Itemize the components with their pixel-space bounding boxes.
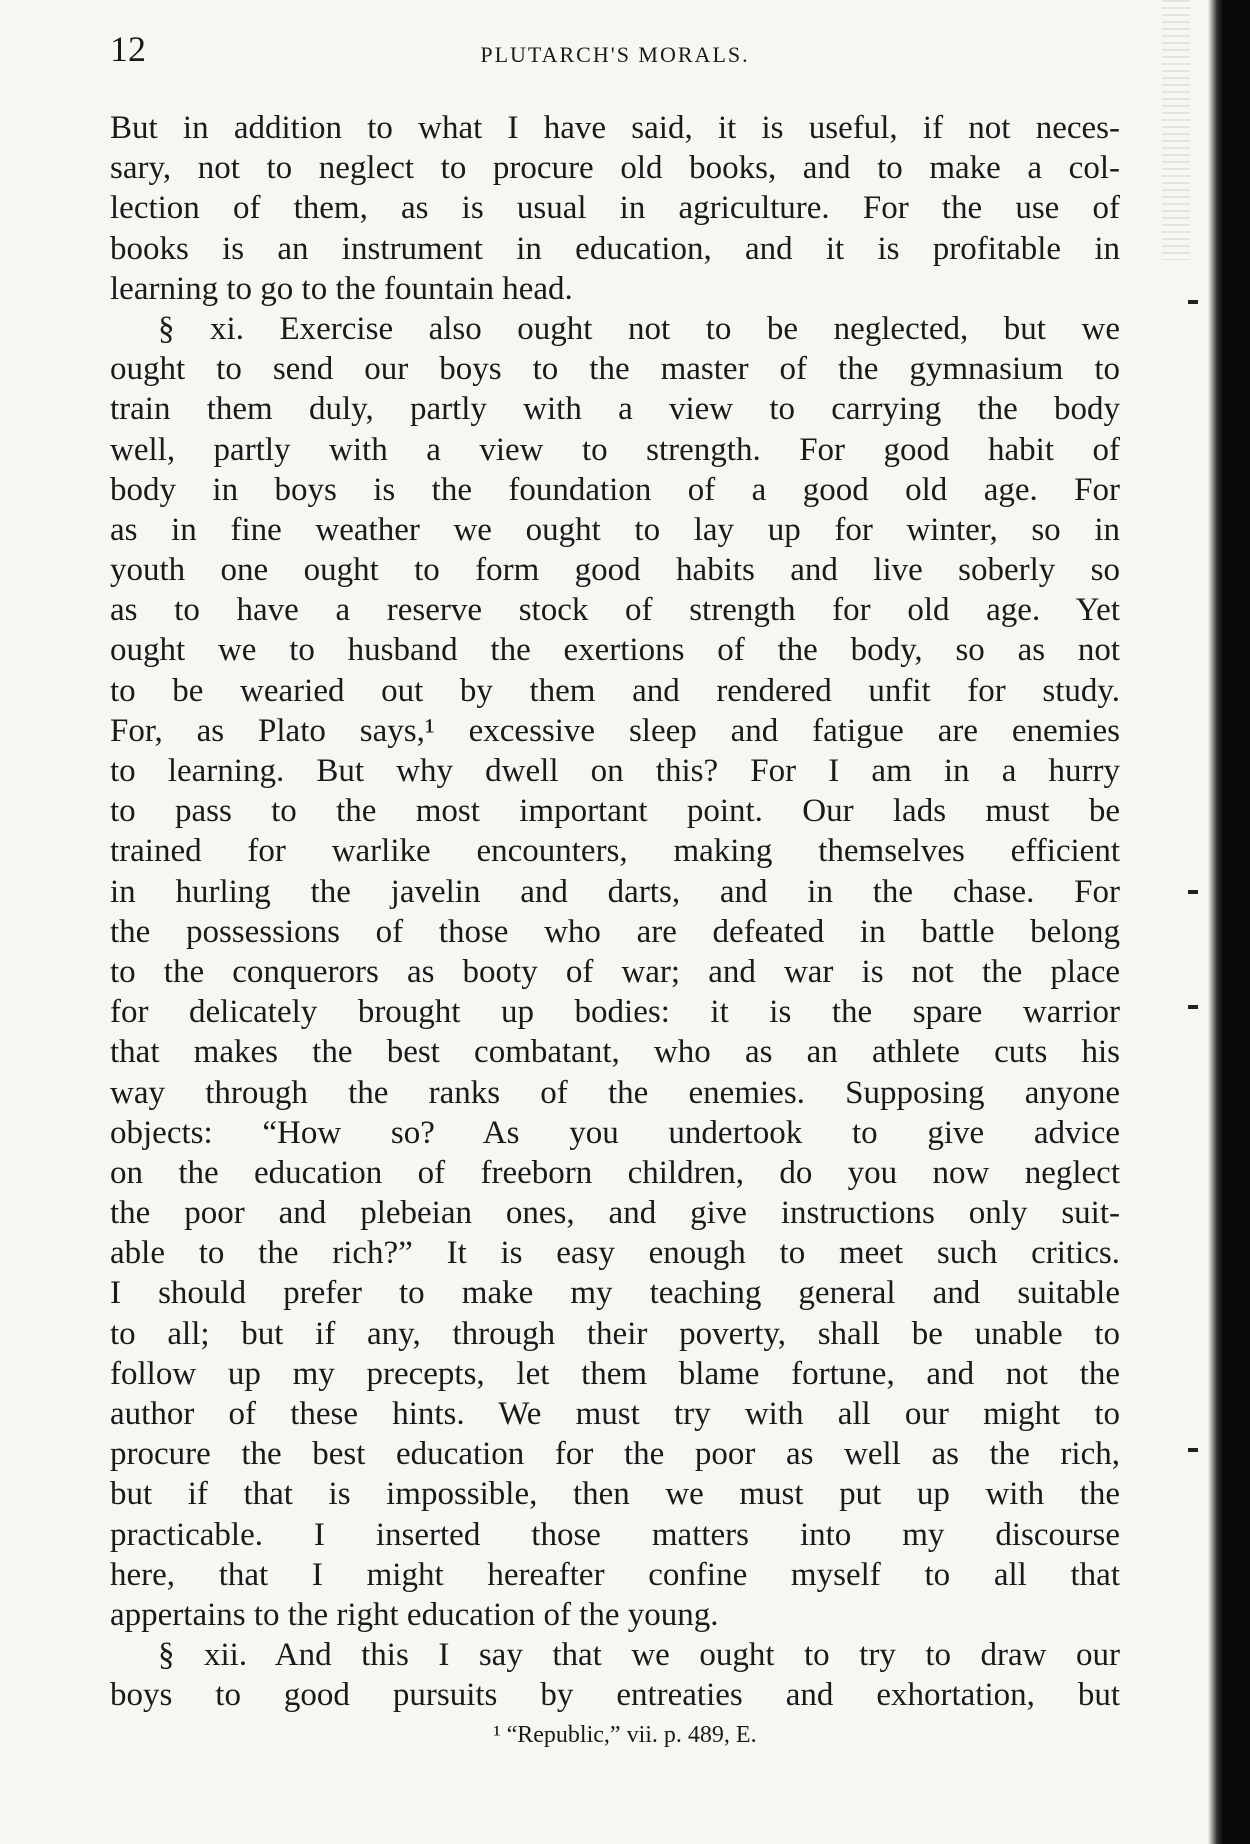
text-line: § xii. And this I say that we ought to try to draw our bbox=[158, 1637, 1120, 1674]
binding-speck bbox=[1188, 1448, 1198, 1452]
scan-noise bbox=[1162, 0, 1192, 260]
text-line: For, as Plato says,¹ excessive sleep and fatigue are enemies bbox=[110, 712, 1120, 749]
text-line: well, partly with a view to strength. For good habit of bbox=[110, 431, 1120, 468]
text-line: here, that I might hereafter confine myself to all that bbox=[110, 1556, 1120, 1593]
text-line: body in boys is the foundation of a good old age. For bbox=[110, 471, 1120, 508]
page-number: 12 bbox=[110, 29, 146, 69]
text-line: ought to send our boys to the master of the gymnasium to bbox=[110, 351, 1120, 388]
text-line: train them duly, partly with a view to carrying the body bbox=[110, 391, 1120, 428]
text-line: learning to go to the fountain head. bbox=[110, 270, 573, 307]
text-line: practicable. I inserted those matters into my discourse bbox=[110, 1516, 1120, 1553]
footnote: ¹ “Republic,” vii. p. 489, E. bbox=[493, 1722, 757, 1748]
page-header bbox=[110, 28, 1120, 78]
text-line: for delicately brought up bodies: it is the spare warrior bbox=[110, 994, 1120, 1031]
running-head: PLUTARCH'S MORALS. bbox=[480, 42, 750, 67]
text-line: the poor and plebeian ones, and give instructions only suit- bbox=[110, 1195, 1120, 1232]
text-line: But in addition to what I have said, it is useful, if not neces- bbox=[110, 110, 1120, 146]
text-line: way through the ranks of the enemies. Supposing anyone bbox=[110, 1074, 1120, 1111]
text-line: to the conquerors as booty of war; and war is not the place bbox=[110, 953, 1120, 990]
text-line: ought we to husband the exertions of the body, so as not bbox=[110, 632, 1120, 669]
text-line: books is an instrument in education, and it is profitable in bbox=[110, 230, 1120, 267]
text-line: sary, not to neglect to procure old books, and to make a col- bbox=[110, 150, 1120, 187]
text-line: the possessions of those who are defeated in battle belong bbox=[110, 913, 1120, 950]
text-line: as in fine weather we ought to lay up for winter, so in bbox=[110, 511, 1120, 548]
text-line: to be wearied out by them and rendered unfit for study. bbox=[110, 672, 1120, 709]
binding-speck bbox=[1188, 300, 1198, 304]
body-text bbox=[110, 108, 1120, 1716]
binding-edge bbox=[1190, 0, 1250, 1844]
binding-speck bbox=[1188, 890, 1198, 894]
text-line: on the education of freeborn children, do you now neglect bbox=[110, 1154, 1120, 1191]
text-line: appertains to the right education of the young. bbox=[110, 1596, 719, 1633]
text-line: § xi. Exercise also ought not to be neglected, but we bbox=[158, 310, 1120, 347]
text-line: but if that is impossible, then we must put up with the bbox=[110, 1476, 1120, 1513]
text-line: author of these hints. We must try with all our might to bbox=[110, 1396, 1120, 1432]
text-line: to pass to the most important point. Our lads must be bbox=[110, 793, 1120, 830]
text-line: to all; but if any, through their poverty, shall be unable to bbox=[110, 1315, 1120, 1352]
binding-speck bbox=[1188, 1005, 1198, 1009]
text-line: to learning. But why dwell on this? For I am in a hurry bbox=[110, 753, 1120, 789]
text-line: youth one ought to form good habits and live soberly so bbox=[110, 552, 1120, 589]
text-line: follow up my precepts, let them blame fortune, and not the bbox=[110, 1355, 1120, 1392]
text-line: as to have a reserve stock of strength for old age. Yet bbox=[110, 592, 1120, 629]
text-line: lection of them, as is usual in agriculture. For the use of bbox=[110, 190, 1120, 227]
text-line: trained for warlike encounters, making themselves efficient bbox=[110, 833, 1120, 870]
text-line: boys to good pursuits by entreaties and exhortation, but bbox=[110, 1677, 1120, 1714]
text-line: that makes the best combatant, who as an athlete cuts his bbox=[110, 1034, 1120, 1071]
text-line: procure the best education for the poor as well as the rich, bbox=[110, 1436, 1120, 1473]
text-line: I should prefer to make my teaching general and suitable bbox=[110, 1275, 1120, 1312]
text-line: objects: “How so? As you undertook to give advice bbox=[110, 1114, 1120, 1151]
text-line: in hurling the javelin and darts, and in the chase. For bbox=[110, 873, 1120, 910]
text-line: able to the rich?” It is easy enough to meet such critics. bbox=[110, 1235, 1120, 1272]
